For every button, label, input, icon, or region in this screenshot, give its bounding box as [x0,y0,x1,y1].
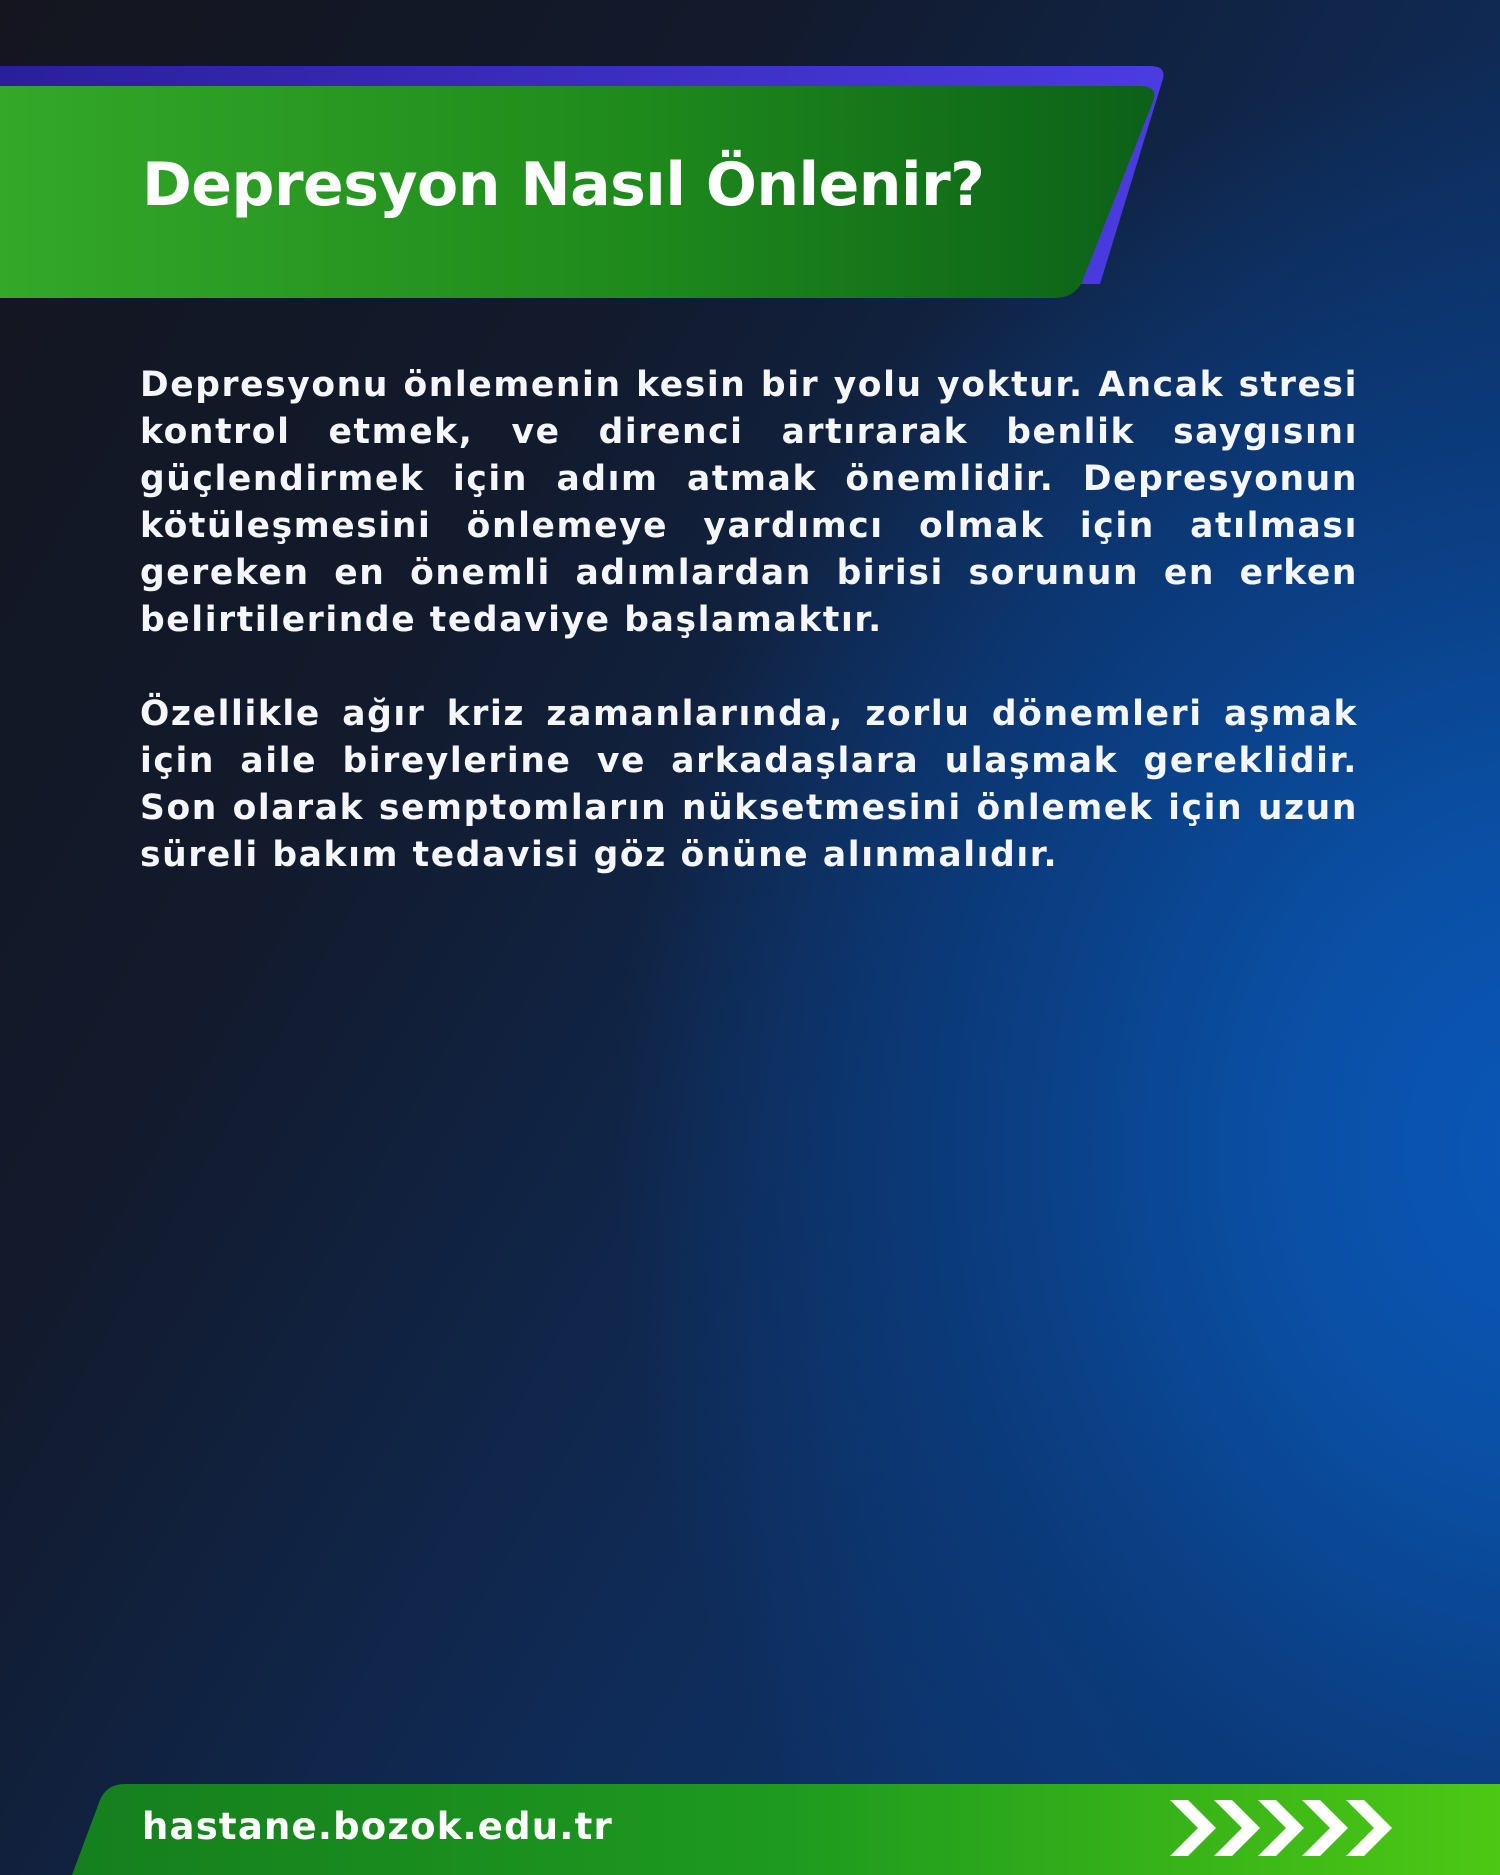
chevrons-right-icon [1170,1800,1402,1856]
body-text [140,362,1358,879]
paragraph-2: Özellikle ağır kriz zamanlarında, zorlu dönemleri aşmak için aile bireylerine ve arkadaşlara ulaşmak gereklidir. Son olarak semptomların nüksetmesini önlemek için uzun süreli bakım tedavisi göz önüne alınmalıdır. [140,694,1358,875]
paragraph-1: Depresyonu önlemenin kesin bir yolu yoktur. Ancak stresi kontrol etmek, ve direnci artırarak benlik saygısını güçlendirmek için adım atmak önemlidir. Depresyonun kötüleşmesini önlemeye yardımcı olmak için atılması gereken en önemli adımlardan birisi sorunun en erken belirtilerinde tedaviye başlamaktır. [140,365,1358,640]
page-title: Depresyon Nasıl Önlenir? [142,150,985,220]
footer-website-link[interactable]: hastane.bozok.edu.tr [142,1805,613,1848]
